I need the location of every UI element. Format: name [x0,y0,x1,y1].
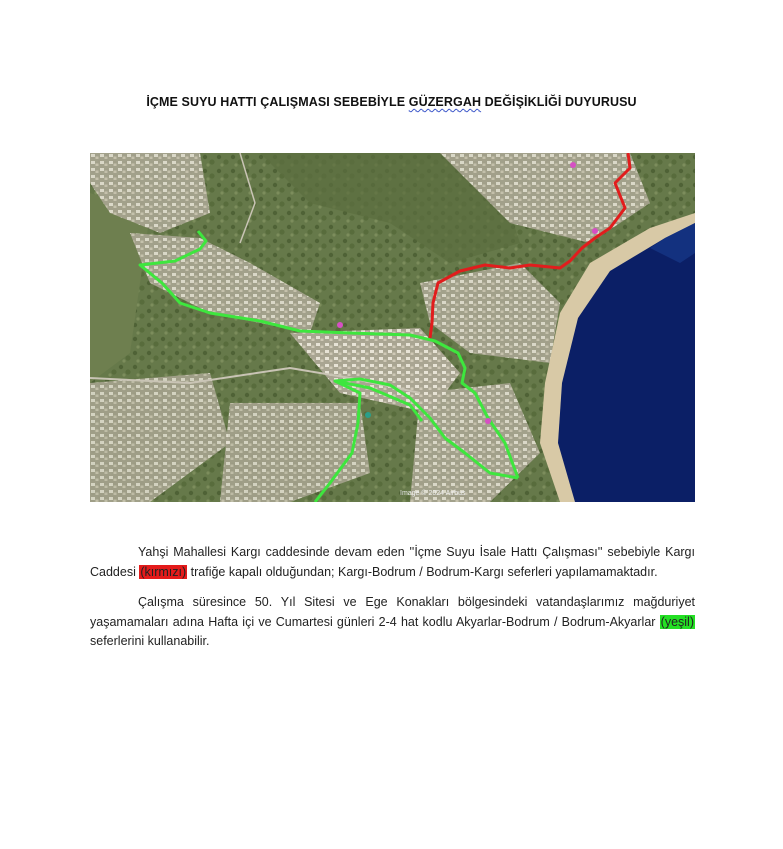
title-text-underlined: GÜZERGAH [408,95,482,109]
poi-marker-icon [570,162,576,168]
title-text-end: DEĞİŞİKLİĞİ DUYURUSU [481,95,637,109]
paragraph-closure-notice [90,543,695,582]
paragraph2-text-end: seferlerini kullanabilir. [90,634,210,648]
paragraph2-text-start: Çalışma süresince 50. Yıl Sitesi ve Ege Konakları bölgesindeki vatandaşlarımız mağduriyet yaşamamaları adına Hafta içi ve Cumartesi günleri 2-4 hat kodlu Akyarlar-Bodrum / Bodrum-Akyarlar [90,595,695,629]
highlight-red-label: (kırmızı) [140,564,187,579]
poi-marker-icon [365,412,371,418]
route-map-image [90,153,695,502]
paragraph1-text-start: Yahşi Mahallesi Kargı caddesinde devam eden ''İçme Suyu İsale Hattı Çalışması'' sebebiyle Kargı Caddesi [90,545,695,579]
poi-marker-icon [485,418,491,424]
title-text-start: İÇME SUYU HATTI ÇALIŞMASI SEBEBİYLE [146,95,409,109]
highlight-green-label: (yeşil) [660,614,694,629]
map-attribution: Image © 2024 Airbus [400,490,466,497]
paragraph-alternative-route [90,593,695,652]
paragraph1-text-end: trafiğe kapalı olduğundan; Kargı-Bodrum / Bodrum-Kargı seferleri yapılamamaktadır. [187,564,658,579]
poi-marker-icon [337,322,343,328]
poi-marker-icon [592,228,598,234]
document-title [0,95,783,109]
